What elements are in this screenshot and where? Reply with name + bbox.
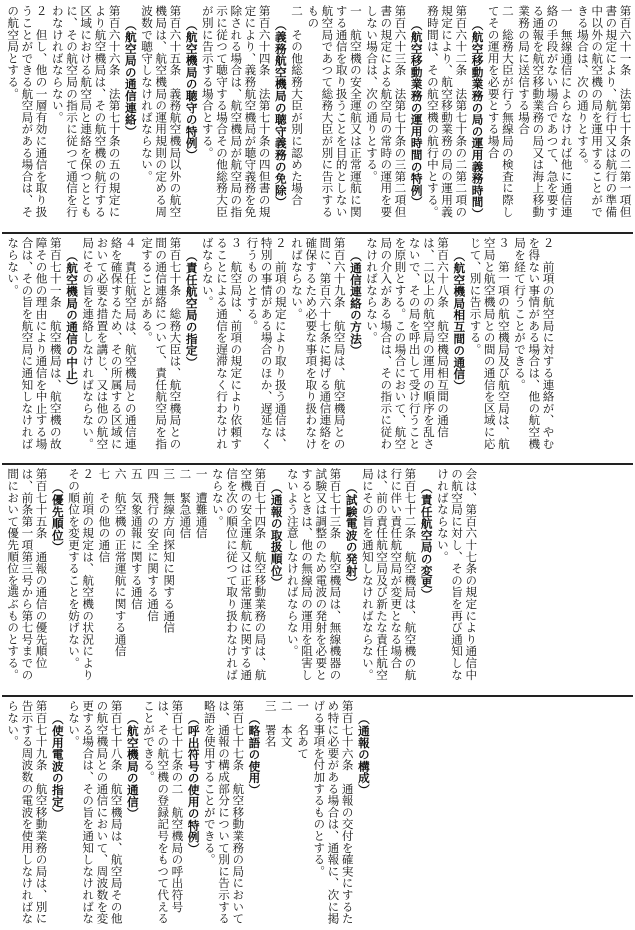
article-heading: （通信連絡の方法） bbox=[348, 250, 363, 357]
tier-2 bbox=[2, 234, 633, 466]
article-heading: （航空機局の通信の中止） bbox=[65, 250, 80, 393]
article-paragraph: 四 飛行の安全に関する通信 bbox=[146, 468, 161, 622]
article-paragraph: 第百六十二条 法第七十条の二第二項の規定により、航空移動業務の局の運用義務時間は、その航空機の航行中とする。 bbox=[425, 5, 469, 218]
column bbox=[2, 465, 480, 695]
article-paragraph: 第百七十七条 航空移動業務の局においては、通報の構成部分について別に告示する略語を使用することができる。 bbox=[202, 699, 246, 924]
article-paragraph: 第百七十三条 航空機局は、無線機器の試験又は調整のため電波の発射を必要とするときは、他の無線局の運用を阻害しないよう注意しなければならない。 bbox=[285, 468, 343, 681]
article-paragraph: 第百六十三条 法第七十条の三第二項但書の規定による航空局の常時の運用を要しない場合は、次の通りとする。 bbox=[365, 5, 408, 218]
tier-1 bbox=[2, 2, 633, 234]
article-paragraph: ２ 前項の航空局に対する連絡が、やむを得ない事情がある場合は、他の航空機局を経て行うことができる。 bbox=[513, 236, 556, 449]
article-paragraph: 第百七十一条 航空機局は、航空機の故障その他の理由により通信を中止する場合は、その旨を航空局に通知しなければならない。 bbox=[6, 236, 63, 449]
article-heading: （略語の使用） bbox=[247, 713, 262, 797]
tier-3 bbox=[2, 465, 633, 697]
article-paragraph: ２ 但し、他の一層有効に通信を取り扱うことができる航空局がある場合は、その航空局とする。 bbox=[6, 5, 49, 218]
article-paragraph: 二 その他総務大臣が別に認めた場合 bbox=[290, 5, 305, 206]
article-paragraph: 第百六十八条 航空機局相互間の通信は、二以上の航空局の運用の順序を乱さないで、その局を呼出して受け行うことを原則とする。この場合において、航空局の介入がある場合は、その指示に従わなければならない。 bbox=[365, 236, 451, 449]
article-paragraph: 第百七十八条 航空機局は、航空局その他の航空機局との通信において、周波数を変更する場合は、その旨を通知しなければならない。 bbox=[67, 699, 124, 924]
article-heading: （航空局の通信連絡） bbox=[123, 18, 138, 137]
article-heading: （義務航空機局の聴守義務の免除） bbox=[273, 18, 288, 208]
article-paragraph: ３ 航空局は、前項の規定により依頼することによる通信を遅滞なく行わなければならない。 bbox=[200, 236, 244, 449]
article-paragraph: 第百七十四条 航空移動業務の局は、航空機の安全運航又は正常運航に関する通信を次の順位に従つて取り扱わなければならない。 bbox=[210, 468, 268, 681]
article-heading: （航空移動業務の局の運用義務時間） bbox=[470, 18, 485, 220]
article-paragraph: ２ 前項の規定は、航空機の状況によりその順位を変更することを妨げない。 bbox=[67, 468, 96, 681]
column bbox=[2, 2, 633, 232]
article-heading: （使用電波の指定） bbox=[50, 713, 65, 820]
article-paragraph: ３ 第一項の航空機局及び航空局は、航空局と航空機局との間の通信を区域に応じて、別に告示する。 bbox=[468, 236, 511, 449]
article-paragraph: 七 その他の通信 bbox=[97, 468, 112, 563]
article-paragraph: 一 無線通信によらなければ他に通信連絡の手段がない場合であつて、急を要する通報を航空移動業務の局又は海上移動業務の局に送信する場合 bbox=[517, 5, 574, 218]
article-paragraph: 第百七十条 総務大臣は、航空機局との間の通信連絡について、責任航空局を指定することがある。 bbox=[140, 236, 183, 449]
article-heading: （責任航空局の指定） bbox=[184, 250, 199, 369]
article-heading: （通報の構成） bbox=[356, 713, 371, 797]
article-paragraph: ４ 責任航空局は、航空機局との通信連絡を確保するため、その所属する区域において必要な措置を講じ、又は他の航空局にその旨を連絡しなければならない。 bbox=[81, 236, 138, 449]
article-paragraph: 一 遭難通信 bbox=[194, 468, 209, 539]
article-paragraph: 二 本文 bbox=[279, 699, 294, 747]
article-heading: （試験電波の発射） bbox=[344, 481, 359, 589]
article-paragraph: 二 総務大臣が行う無線局の検査に際してその運用を必要とする場合 bbox=[486, 5, 515, 218]
article-heading: （航空移動業務の運用時間の特例） bbox=[409, 18, 424, 208]
article-paragraph: 第百七十七条の二 航空機局の呼出符号は、その航空機の登録記号をもつて代えることができる。 bbox=[142, 699, 185, 924]
article-heading: （優先順位） bbox=[50, 481, 65, 553]
tier-4 bbox=[2, 697, 633, 929]
article-paragraph: 第百七十九条 航空移動業務の局は、別に告示する周波数の電波を使用しなければならない。 bbox=[6, 699, 49, 924]
article-heading: （航空機局の通信） bbox=[125, 713, 140, 820]
article-heading: （責任航空局の変更） bbox=[419, 481, 434, 600]
article-paragraph: 第百六十四条 法第七十条の四但書の規定により、義務航空機局が聴守義務を免除される場合は、航空機局が航空局の指示に従つて聴守する場合その他総務大臣が別に告示する場合とする。 bbox=[200, 5, 272, 218]
article-paragraph: ２ 前項の規定により取り扱う通信は、特別の事情がある場合のほか、遅延なく行うものとする。 bbox=[245, 236, 288, 449]
article-paragraph: 第百六十五条 義務航空機局以外の航空機局は、航空機局の運用規則の定める周波数で聴守しなければならない。 bbox=[140, 5, 183, 218]
article-heading: （航空機局相互間の通信） bbox=[452, 250, 467, 393]
column bbox=[2, 234, 558, 464]
article-paragraph: 二 緊急通信 bbox=[178, 468, 193, 539]
article-paragraph: 第百六十一条 法第七十条の二第一項但書の規定により、航行中又は航行の準備中以外の航空機の局を運用することができる場合は、次の通りとする。 bbox=[575, 5, 633, 218]
article-paragraph: 第百六十六条 法第七十条の五の規定により航空機局は、その航空機の航行する区域における航空局と連絡を保つとともに、その航空局の指示に従つて通信を行わなければならない。 bbox=[50, 5, 122, 218]
article-paragraph: 三 署名 bbox=[263, 699, 278, 747]
article-paragraph: 五 気象通報に関する通信 bbox=[129, 468, 144, 610]
article-heading: （航空機局の聴守の特例） bbox=[184, 18, 199, 161]
article-paragraph: 第百七十五条 通報の通信の優先順位は、前条第一項第三号から第七号までの間において優先順位を選ぶものとする。 bbox=[6, 468, 49, 681]
article-paragraph: 第百六十九条 航空局は、航空機局との間に、第百六十七条に掲げる通信連絡を確保するため必要な事項を取り扱わなければならない。 bbox=[290, 236, 347, 449]
article-paragraph: 一 航空機の安全運航又は正常運航に関する通信を取り扱うことを目的としない航空局であつて総務大臣が別に告示するもの bbox=[306, 5, 363, 218]
article-paragraph: 三 無線方向探知に関する通信 bbox=[162, 468, 177, 634]
article-paragraph: 会は、第百六十七条の規定により通信中の航空局に対し、その旨を再び通知しなければならない。 bbox=[435, 468, 479, 681]
article-paragraph: 第百七十二条 航空機局は、航空機の航行に伴い責任航空局が変更となる場合は、前の責任航空局及び新たな責任航空局にその旨を通知しなければならない。 bbox=[360, 468, 418, 681]
article-heading: （呼出符号の使用の特例） bbox=[186, 713, 201, 856]
article-heading: （通報の取扱順位） bbox=[269, 481, 284, 589]
column bbox=[2, 697, 373, 929]
article-paragraph: 第百七十六条 通報の交付を確実にするため特に必要がある場合は、通報に、次に掲げる事項を付加するものとする。 bbox=[312, 699, 355, 924]
article-paragraph: 一 名あて bbox=[296, 699, 311, 759]
article-paragraph: 六 航空機の正常運航に関する通信 bbox=[113, 468, 128, 657]
